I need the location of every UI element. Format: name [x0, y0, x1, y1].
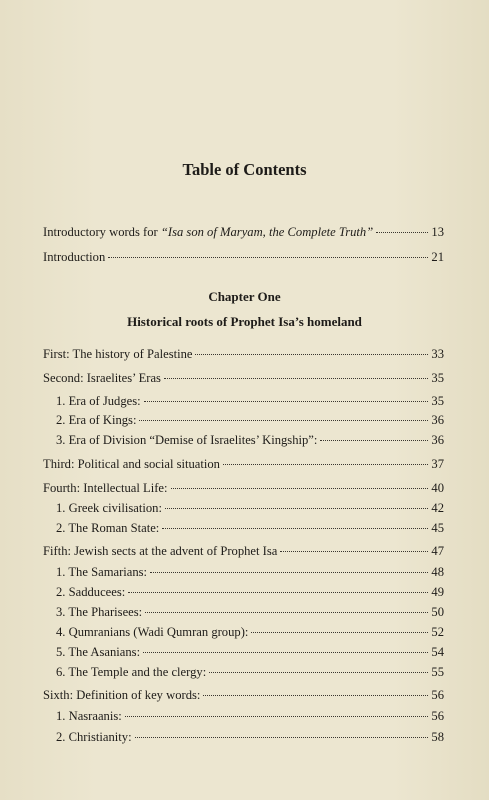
toc-entry-label: Fourth: Intellectual Life: — [43, 481, 168, 495]
toc-entry-label: 1. Era of Judges: — [56, 394, 141, 408]
toc-entry-label: 3. The Pharisees: — [56, 605, 143, 619]
toc-entry-page: 58 — [431, 730, 444, 744]
toc-entry — [43, 224, 444, 240]
dot-leader — [139, 419, 428, 421]
toc-entry-page: 33 — [431, 347, 444, 361]
toc-entry — [43, 370, 444, 386]
toc-entry-page: 49 — [431, 585, 444, 599]
toc-entry-page: 13 — [431, 225, 444, 239]
toc-entry-page: 45 — [431, 521, 444, 535]
toc-entry — [43, 480, 444, 496]
toc-entry-label: Fifth: Jewish sects at the advent of Prophet Isa — [43, 544, 278, 558]
toc-entry — [43, 543, 444, 559]
dot-leader — [195, 353, 428, 355]
toc-entry-page: 21 — [431, 250, 444, 264]
toc-entry-label: 4. Qumranians (Wadi Qumran group): — [56, 625, 249, 639]
toc-subentry — [43, 604, 444, 620]
toc-entry-label: 1. Greek civilisation: — [56, 501, 162, 515]
toc-entry-page: 56 — [431, 688, 444, 702]
toc-subentry — [43, 584, 444, 600]
dot-leader — [135, 736, 429, 738]
toc-subentry — [43, 708, 444, 724]
dot-leader — [164, 377, 428, 379]
toc-entry-page: 40 — [431, 481, 444, 495]
toc-entry-label: 6. The Temple and the clergy: — [56, 665, 207, 679]
toc-entry-page: 52 — [431, 625, 444, 639]
toc-entry-label: Introductory words for “Isa son of Maryam, the Complete Truth” — [43, 225, 374, 239]
toc-entry-label: Third: Political and social situation — [43, 457, 220, 471]
toc-entry-page: 55 — [431, 665, 444, 679]
dot-leader — [251, 631, 428, 633]
dot-leader — [162, 527, 428, 529]
dot-leader — [165, 507, 428, 509]
toc-entry-label: 1. Nasraanis: — [56, 709, 122, 723]
page-title: Table of Contents — [182, 160, 307, 179]
toc-entry-label: 2. Christianity: — [56, 730, 132, 744]
dot-leader — [209, 671, 428, 673]
dot-leader — [128, 591, 428, 593]
toc-subentry — [43, 393, 444, 409]
toc-entry — [43, 456, 444, 472]
toc-entry-page: 42 — [431, 501, 444, 515]
chapter-title: Historical roots of Prophet Isa’s homeland — [127, 314, 362, 329]
toc-entry-page: 35 — [431, 394, 444, 408]
toc-entry-page: 36 — [431, 413, 444, 427]
dot-leader — [203, 694, 428, 696]
toc-entry-label: 5. The Asanians: — [56, 645, 141, 659]
toc-subentry — [43, 564, 444, 580]
chapter-number: Chapter One — [208, 289, 281, 304]
dot-leader — [143, 651, 428, 653]
dot-leader — [150, 571, 428, 573]
toc-subentry — [43, 500, 444, 516]
toc-entry-page: 56 — [431, 709, 444, 723]
toc-subentry — [43, 624, 444, 640]
toc-subentry — [43, 412, 444, 428]
dot-leader — [280, 550, 428, 552]
toc-entry-label: 2. Era of Kings: — [56, 413, 137, 427]
toc-entry-page: 48 — [431, 565, 444, 579]
dot-leader — [108, 256, 428, 258]
toc-entry-label: 2. The Roman State: — [56, 521, 160, 535]
toc-entry-page: 47 — [431, 544, 444, 558]
toc-entry — [43, 687, 444, 703]
toc-entry-label: Introduction — [43, 250, 106, 264]
toc-entry-label: First: The history of Palestine — [43, 347, 193, 361]
dot-leader — [144, 400, 429, 402]
toc-subentry — [43, 729, 444, 745]
toc-entry-label: 3. Era of Division “Demise of Israelites’ Kingship”: — [56, 433, 318, 447]
toc-entry-page: 36 — [431, 433, 444, 447]
toc-entry-page: 54 — [431, 645, 444, 659]
toc-subentry — [43, 644, 444, 660]
toc-entry-label: 1. The Samarians: — [56, 565, 148, 579]
dot-leader — [171, 487, 429, 489]
dot-leader — [376, 231, 428, 233]
dot-leader — [223, 463, 428, 465]
toc-entry — [43, 346, 444, 362]
toc-entry-page: 50 — [431, 605, 444, 619]
toc-entry-label: Second: Israelites’ Eras — [43, 371, 161, 385]
toc-entry-label: Sixth: Definition of key words: — [43, 688, 201, 702]
dot-leader — [125, 715, 429, 717]
toc-entry-page: 37 — [431, 457, 444, 471]
toc-entry-page: 35 — [431, 371, 444, 385]
dot-leader — [320, 439, 428, 441]
dot-leader — [145, 611, 428, 613]
toc-entry-label: 2. Sadducees: — [56, 585, 126, 599]
toc-subentry — [43, 664, 444, 680]
toc-entry — [43, 249, 444, 265]
toc-subentry — [43, 432, 444, 448]
toc-subentry — [43, 520, 444, 536]
